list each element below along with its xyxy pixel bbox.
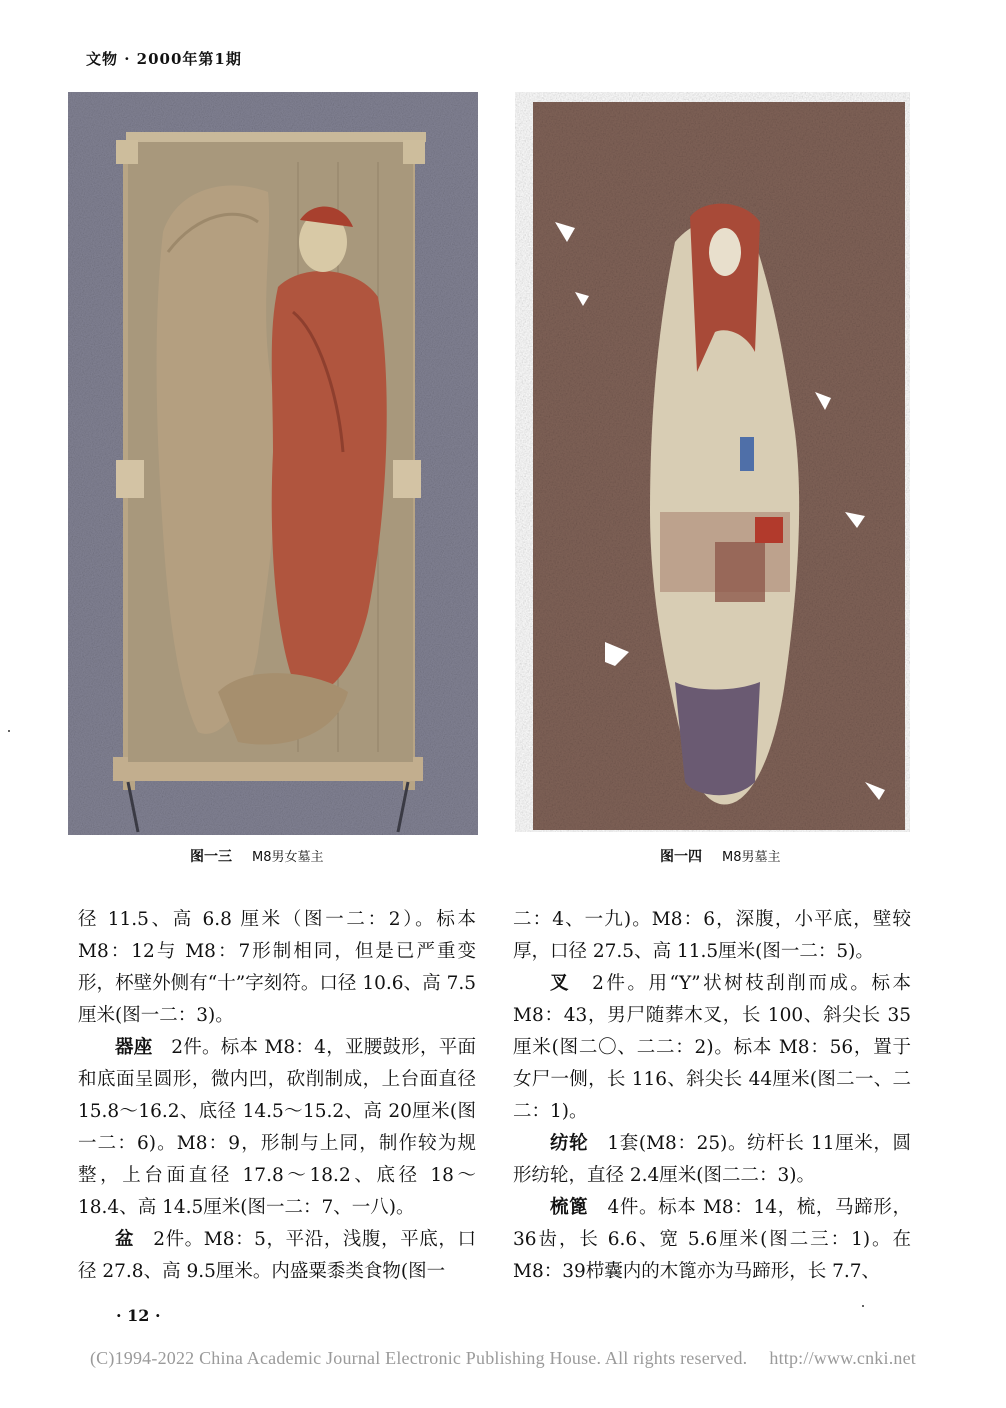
body-column-left xyxy=(78,904,476,1288)
paragraph-term: 叉 xyxy=(550,973,572,994)
paragraph xyxy=(513,968,911,1128)
footer-url-link[interactable]: http://www.cnki.net xyxy=(769,1348,916,1368)
paragraph xyxy=(513,1128,911,1192)
body-column-right xyxy=(513,904,911,1288)
paragraph-text: 2件。用“Y”状树枝刮削而成。标本 M8：43，男尸随葬木叉，长 100、斜尖长 35厘米(图二〇、二二：2)。标本 M8：56，置于女尸一侧，长 116、斜尖长 44厘米(图二一、二二：1)。 xyxy=(513,973,911,1122)
scan-speck xyxy=(862,1305,864,1307)
figure-caption-text: M8男墓主 xyxy=(722,850,781,865)
copyright-text: (C)1994-2022 China Academic Journal Electronic Publishing House. All rights reserved. xyxy=(89,1348,748,1368)
paragraph-text: 2件。标本 M8：4，亚腰鼓形，平面和底面呈圆形，微内凹，砍削制成，上台面直径 15.8～16.2、底径 14.5～15.2、高 20厘米(图一二：6)。M8：9，形制与上同，制作较为规整，上台面直径 17.8～18.2、底径 18～18.4、高 14.5厘米(图一二：7、一八)。 xyxy=(78,1037,476,1218)
paragraph-term: 纺轮 xyxy=(550,1133,589,1154)
copyright-footer xyxy=(0,1348,1006,1369)
figure-caption-text: M8男女墓主 xyxy=(252,850,324,865)
figure-13-photo xyxy=(68,92,478,835)
figure-14-caption xyxy=(660,846,781,866)
running-header: 文物 · 2000年第1期 xyxy=(86,50,242,68)
paragraph-term: 盆 xyxy=(115,1229,135,1250)
paragraph-text: 4件。标本 M8：14，梳，马蹄形，36齿，长 6.6、宽 5.6厘米(图二三：1)。在 M8：39栉囊内的木篦亦为马蹄形，长 7.7、 xyxy=(513,1197,911,1282)
paragraph-term: 梳篦 xyxy=(550,1197,589,1218)
paragraph-text: 2件。M8：5，平沿，浅腹，平底，口径 27.8、高 9.5厘米。内盛粟黍类食物(图一 xyxy=(78,1229,476,1282)
figure-13-caption xyxy=(190,846,324,866)
paragraph-text: 1套(M8：25)。纺杆长 11厘米，圆形纺轮，直径 2.4厘米(图二二：3)。 xyxy=(513,1133,911,1186)
paragraph xyxy=(513,1192,911,1288)
scan-speck xyxy=(8,730,10,732)
figure-number: 图一三 xyxy=(190,849,232,865)
page-number: · 12 · xyxy=(116,1306,161,1325)
paragraph xyxy=(78,1224,476,1288)
paragraph: 二：4、一九)。M8：6，深腹，小平底，壁较厚，口径 27.5、高 11.5厘米(图一二：5)。 xyxy=(513,909,911,962)
paragraph xyxy=(78,1032,476,1224)
figure-number: 图一四 xyxy=(660,849,702,865)
paragraph: 径 11.5、高 6.8 厘米（图一二：2）。标本 M8：12与 M8：7形制相同，但是已严重变形，杯壁外侧有“十”字刻符。口径 10.6、高 7.5厘米(图一二：3)。 xyxy=(78,909,476,1026)
paragraph-term: 器座 xyxy=(115,1037,153,1058)
figure-14-photo xyxy=(515,92,910,832)
